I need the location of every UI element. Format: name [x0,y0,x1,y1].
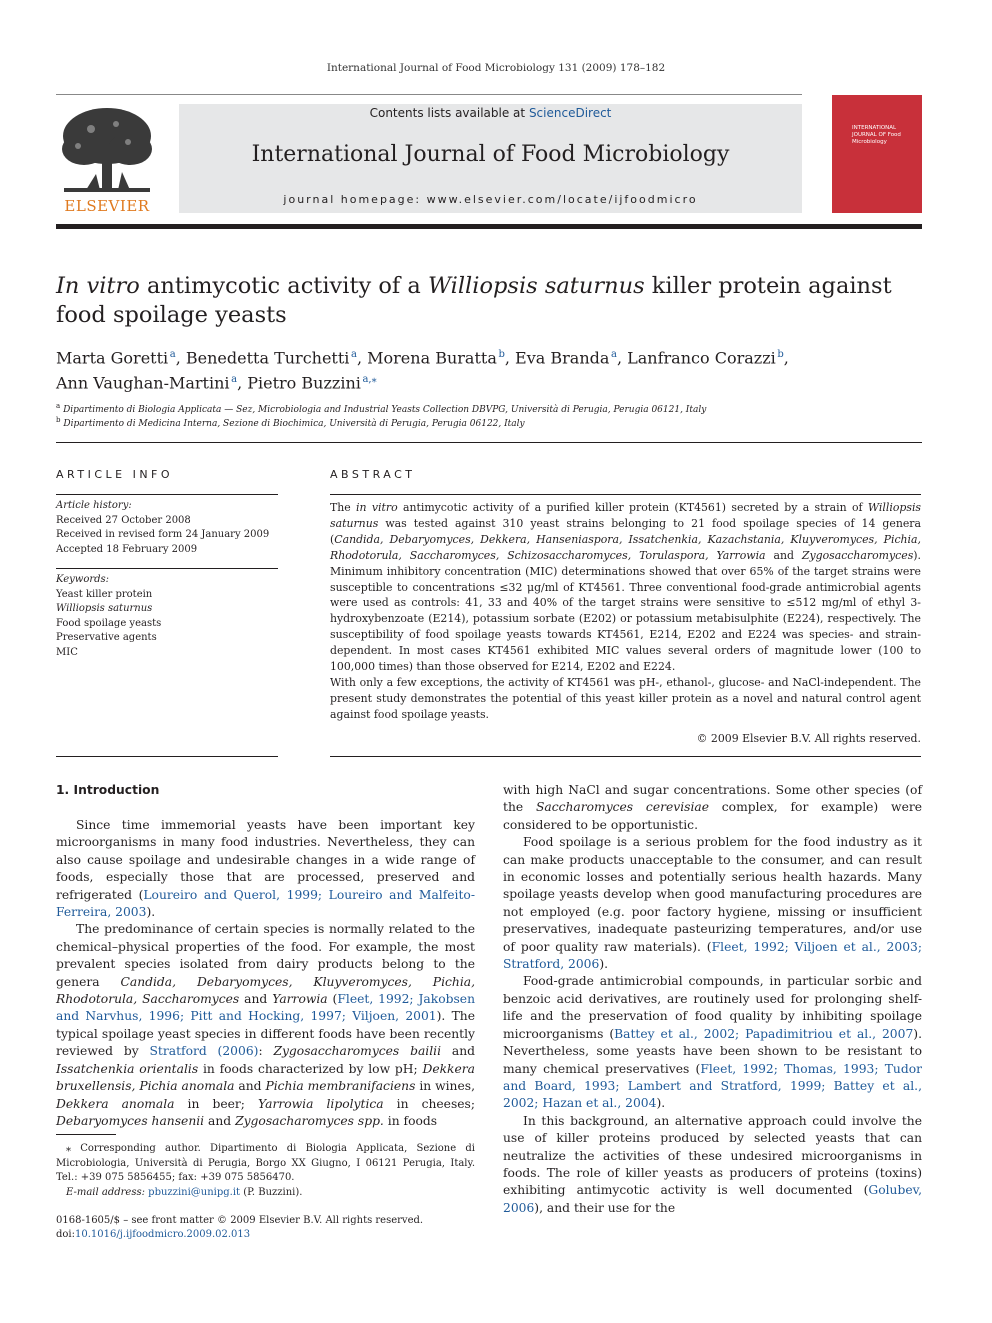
body-paragraph [503,782,922,834]
affiliation-mark: b [56,416,61,424]
abstract-copyright: © 2009 Elsevier B.V. All rights reserved. [696,731,921,745]
abstract-heading: ABSTRACT [330,468,416,481]
email-line [56,1186,475,1201]
abstract-text: and [765,548,802,562]
body-text: complex, for example) were considered to be opportunistic. [503,800,922,832]
author-name[interactable]: Pietro Buzzini [247,373,361,393]
author-affil-mark[interactable]: a,⁎ [362,374,377,386]
author-name[interactable]: Eva Branda [515,348,610,368]
abstract-italic: Candida, Debaryomyces, Dekkera, Hanseniaspora, Issatchenkia, Kazachstania, Kluyveromyces, Pichia, Rhodotorula, Saccharomyces, Schizosaccharomyces, Torulaspora, Yarrowia [330,532,921,562]
abstract-italic: Williopsis saturnus [330,501,922,530]
article-info-rule [56,494,278,495]
reference-link[interactable]: Fleet, 1992; Viljoen et al., 2003; Stratford, 2006 [503,939,922,972]
body-text: : [258,1044,274,1059]
species-name: Pichia membranifaciens [265,1079,416,1094]
keyword: Food spoilage yeasts [56,617,162,629]
species-name: Issatchenkia orientalis [56,1061,199,1076]
doi-label: doi: [56,1229,75,1240]
journal-homepage[interactable]: journal homepage: www.elsevier.com/locate/ijfoodmicro [283,193,698,206]
journal-title: International Journal of Food Microbiology [251,142,730,167]
doi-link[interactable]: 10.1016/j.ijfoodmicro.2009.02.013 [75,1229,251,1240]
body-text: The predominance of certain species is normally related to the chemical–physical properties of the food. For example, the most prevalent species isolated from dairy products belong to the genera [56,922,475,989]
body-paragraph [503,1113,922,1217]
history-item: Received in revised form 24 January 2009 [56,529,270,540]
author-name[interactable]: Morena Buratta [367,348,497,368]
keywords-label: Keywords: [56,574,110,585]
abstract-paragraph: With only a few exceptions, the activity of KT4561 was pH-, ethanol-, glucose- and NaCl-independent. The present study demonstrates the potential of this yeast killer protein as a novel and natural control agent against food spoilage yeasts. [330,675,921,721]
species-name: Dekkera bruxellensis, Pichia anomala [56,1061,475,1094]
affiliation [56,414,525,430]
sciencedirect-link[interactable]: ScienceDirect [528,106,612,120]
author-list: Marta Goretti $^a$, Benedetta Turchetti $^a$, Morena Buratta $^b$, Eva Branda $^a$, Lanfranco Corazzi $^b$, Ann Vaughan-Martini $^a$, Pietro Buzzini $^{a,⁎}$ [56,348,789,393]
affiliation-text: Dipartimento di Biologia Applicata — Sez, Microbiologia and Industrial Yeasts Collection DBVPG, Università di Perugia, Perugia 06121, Italy [63,405,707,415]
author-affil-mark[interactable]: b [777,349,784,360]
abstract-body [330,500,921,747]
title-italic-1: In vitro [56,273,140,299]
body-text: and [234,1079,266,1094]
keyword: MIC [56,646,78,658]
contents-prefix: Contents lists available at [369,106,529,120]
species-name: Yarrowia lipolytica [257,1096,384,1111]
issn-line: 0168-1605/$ – see front matter © 2009 Elsevier B.V. All rights reserved. [56,1215,424,1226]
abstract-text: antimycotic activity of a purified killer protein (KT4561) secreted by a strain of [397,501,868,514]
keyword: Yeast killer protein [56,588,153,600]
body-text: Since time immemorial yeasts have been important key microorganisms in many food industries. Nevertheless, they can also cause spoilage and undesirable changes in a wide range of foods, especially those that are processed, preserved and refrigerated ( [56,818,475,902]
article-history [56,499,278,557]
body-text: ). Nevertheless, some yeasts have been shown to be resistant to many chemical preservatives ( [503,1026,922,1076]
elsevier-wordmark: ELSEVIER [64,197,150,215]
email-label: E-mail address: [66,1186,149,1198]
affiliation-mark: a [56,402,61,410]
species-name: Candida, Debaryomyces, Kluyveromyces, Pichia, Rhodotorula, Saccharomyces [56,974,475,1007]
body-paragraph [56,921,475,1130]
body-text: in foods characterized by low pH; [198,1061,423,1076]
body-text: with high NaCl and sugar concentrations. Some other species (of the [503,783,922,815]
keywords-rule [56,568,278,569]
email-link[interactable]: pbuzzini@unipg.it [148,1186,241,1198]
title-part-1: antimycotic activity of a [139,273,428,299]
author-affil-mark[interactable]: a [169,349,176,360]
abstract-italic: in vitro [356,501,398,514]
reference-link[interactable]: Fleet, 1992; Thomas, 1993; Tudor and Board, 1993; Lambert and Stratford, 1999; Battey et al., 2002; Hazan et al., 2004 [503,1061,922,1111]
corresponding-author-text: ⁎ Corresponding author. Dipartimento di Biologia Applicata, Sezione di Microbiologia, Università di Perugia, Borgo XX Giugno, I 06121 Perugia, Italy. Tel.: +39 075 5856455; fax: +39 075 5856470. [56,1143,475,1183]
article-info-bottom-rule [56,756,278,757]
body-text: In this background, an alternative approach could involve the use of killer proteins produced by selected yeasts that can neutralize the activities of these undesired microorganisms in foods. The role of killer yeasts as producers of proteins (toxins) exhibiting antimycotic activity is well documented ( [503,1113,922,1198]
abstract-text: was tested against 310 yeast strains belonging to 21 food spoilage species of 14 genera ( [330,516,921,546]
body-column-left [56,817,475,1130]
body-text: in beer; [174,1096,258,1111]
body-text: Food-grade antimicrobial compounds, in particular sorbic and benzoic acid derivatives, are routinely used for prolonging shelf-life and the preservation of food quality by inhibiting spoilage microorganisms ( [503,974,922,1041]
species-name: Dekkera anomala [56,1096,175,1111]
reference-link[interactable]: Stratford (2006) [149,1044,259,1059]
species-name: Yarrowia [272,992,328,1007]
author-name[interactable]: Lanfranco Corazzi [627,348,776,368]
affiliation-text: Dipartimento di Medicina Interna, Sezione di Biochimica, Università di Perugia, Perugia 06122, Italy [63,419,525,429]
abstract-text: The [330,501,357,514]
body-text: ), and their use for the [534,1200,676,1215]
body-text: ). [656,1096,666,1111]
header-thick-rule [56,224,922,229]
article-title [56,272,922,330]
body-text: ). [146,905,156,920]
title-part-2: killer protein against food spoilage yeasts [56,273,892,328]
body-text: in wines, [415,1079,475,1094]
history-item: Accepted 18 February 2009 [56,543,198,555]
contents-line [179,106,802,120]
journal-citation: International Journal of Food Microbiology 131 (2009) 178–182 [326,62,666,74]
journal-cover-thumbnail [832,95,922,213]
body-text: Food spoilage is a serious problem for the food industry as it can make products unacceptable to the consumer, and can result in economic losses and potentially serious health hazards. Many spoilage yeasts develop when good manufacturing procedures are not employed (e.g. poor factory hygiene, missing or insufficient preservatives, inadequate pasteurizing temperatures, and/or use of poor quality raw materials). ( [503,835,922,954]
author-affil-mark[interactable]: a [351,349,357,360]
author-name[interactable]: Benedetta Turchetti [185,348,350,368]
keywords [56,573,278,660]
abstract-bottom-rule [330,756,921,757]
history-label: Article history: [56,500,132,511]
reference-link[interactable]: Loureiro and Querol, 1999; Loureiro and Malfeito-Ferreira, 2003 [56,887,475,920]
author-affil-mark[interactable]: a [611,349,617,360]
article-info-heading: ARTICLE INFO [56,468,174,481]
body-text: ( [327,992,338,1007]
body-column-right [503,782,922,1217]
abstract-text: ). Minimum inhibitory concentration (MIC) determinations showed that over 65% of the target strains were susceptible to concentrations ≤32 μg/ml of KT4561. Three conventional food-grade antimicrobial agents were used as controls: 41, 33 and 40% of the target strains were sensitive to ≤512 mg/ml of ethyl 3-hydroxybenzoate (E214), potassium sorbate (E202) or potassium metabisulphite (E224), respectively. The susceptibility of food spoilage yeasts towards KT4561, E214, E202 and E224 was species- and strain-dependent. In most cases KT4561 exhibited MIC values several orders of magnitude lower (100 to 100,000 times) than those observed for E214, E202 and E224. [330,548,922,674]
title-italic-2: Williopsis saturnus [427,273,645,299]
history-item: Received 27 October 2008 [56,514,191,526]
reference-link[interactable]: Battey et al., 2002; Papadimitriou et al., 2007 [614,1026,914,1041]
abstract-rule [330,494,921,495]
keyword: Preservative agents [56,632,157,643]
doi-line [56,1228,475,1242]
species-name: Debaryomyces hansenii [56,1113,205,1128]
front-matter-info [56,1214,475,1242]
author-name[interactable]: Marta Goretti [56,348,169,368]
abstract-paragraph [330,500,921,675]
author-name[interactable]: Ann Vaughan-Martini [56,373,230,393]
body-text: in cheeses; [383,1096,475,1111]
body-text: in foods [383,1113,438,1128]
footnote-rule [56,1134,116,1135]
email-suffix: (P. Buzzini). [240,1186,303,1198]
cover-title: INTERNATIONAL JOURNAL OF Food Microbiology [852,125,901,145]
keyword: Williopsis saturnus [56,603,153,614]
reference-link[interactable]: Fleet, 1992; Jakobsen and Narvhus, 1996; Pitt and Hocking, 1997; Viljoen, 2001 [56,992,475,1024]
body-paragraph [503,973,922,1112]
body-text: and [441,1044,475,1059]
reference-link[interactable]: Golubev, 2006 [503,1183,922,1215]
body-text: ). [599,957,609,972]
header-divider [56,94,802,95]
body-text: and [239,992,273,1007]
body-paragraph [56,817,475,921]
body-text: ). The typical spoilage yeast species in different foods have been recently reviewed by [56,1009,476,1059]
body-text: and [204,1113,236,1128]
abstract-italic: Zygosaccharomyces [801,548,914,562]
corresponding-author-footnote [56,1142,475,1200]
author-affil-mark[interactable]: b [498,349,505,360]
section-heading-introduction: 1. Introduction [56,783,160,797]
author-affil-mark[interactable]: a [231,374,238,386]
species-name: Zygosacharomyces spp. [235,1113,384,1128]
affiliation-divider [56,442,922,443]
species-name: Saccharomyces cerevisiae [535,800,709,815]
species-name: Zygosaccharomyces bailii [273,1044,442,1059]
body-paragraph [503,834,922,973]
